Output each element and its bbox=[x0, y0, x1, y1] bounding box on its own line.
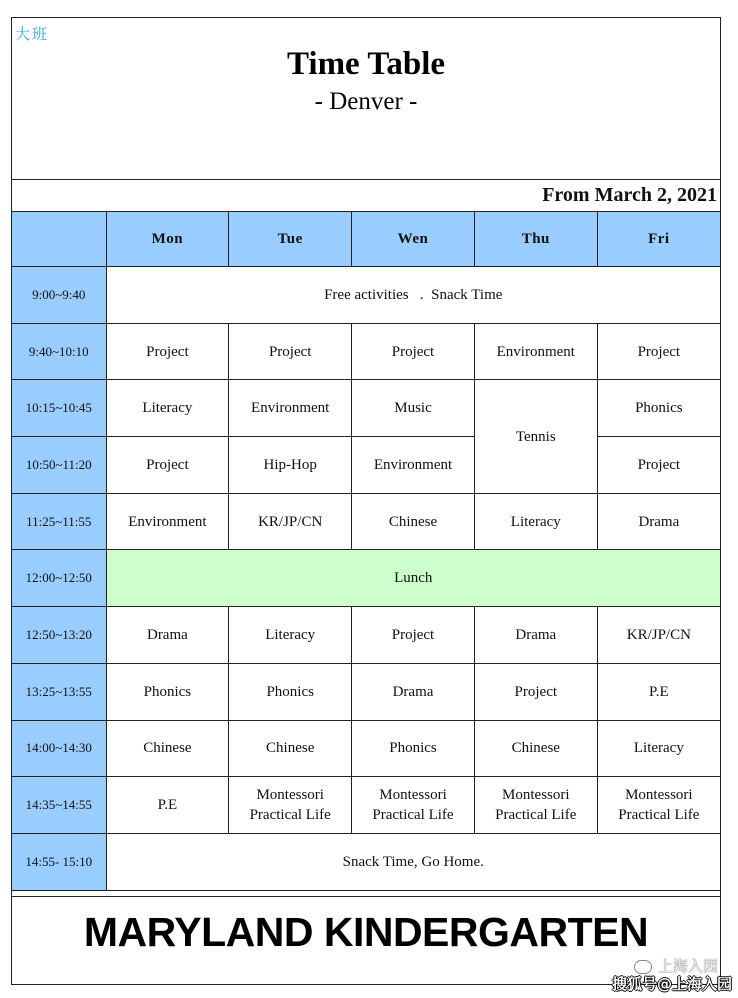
time-slot: 14:35~14:55 bbox=[12, 777, 106, 834]
activity-cell: Chinese bbox=[352, 493, 475, 550]
table-row bbox=[12, 550, 720, 607]
table-row bbox=[12, 437, 720, 494]
day-header-wen: Wen bbox=[352, 212, 475, 267]
table-row bbox=[12, 380, 720, 437]
activity-cell: Phonics bbox=[229, 663, 352, 720]
time-slot: 9:00~9:40 bbox=[12, 267, 106, 324]
activity-cell: Drama bbox=[352, 663, 475, 720]
time-slot: 9:40~10:10 bbox=[12, 323, 106, 380]
day-header-thu: Thu bbox=[474, 212, 597, 267]
table-row bbox=[12, 663, 720, 720]
activity-cell: KR/JP/CN bbox=[229, 493, 352, 550]
merged-activity-cell: Snack Time, Go Home. bbox=[106, 833, 720, 890]
activity-cell: Literacy bbox=[597, 720, 720, 777]
table-row bbox=[12, 493, 720, 550]
watermark-text: 上海入园 bbox=[657, 957, 718, 975]
activity-cell: Montessori Practical Life bbox=[229, 777, 352, 834]
date-row bbox=[12, 180, 720, 212]
activity-cell: Project bbox=[106, 437, 229, 494]
activity-cell: P.E bbox=[597, 663, 720, 720]
day-header-fri: Fri bbox=[597, 212, 720, 267]
header-section bbox=[12, 18, 720, 180]
activity-cell: Project bbox=[352, 323, 475, 380]
timetable bbox=[12, 212, 720, 891]
activity-cell: KR/JP/CN bbox=[597, 607, 720, 664]
time-slot: 10:50~11:20 bbox=[12, 437, 106, 494]
activity-cell: Project bbox=[229, 323, 352, 380]
activity-cell: Drama bbox=[474, 607, 597, 664]
activity-cell: Project bbox=[106, 323, 229, 380]
activity-cell: Literacy bbox=[106, 380, 229, 437]
activity-cell: Montessori Practical Life bbox=[597, 777, 720, 834]
time-slot: 11:25~11:55 bbox=[12, 493, 106, 550]
activity-cell: Environment bbox=[229, 380, 352, 437]
activity-cell: Phonics bbox=[106, 663, 229, 720]
activity-cell: Project bbox=[597, 437, 720, 494]
activity-cell: Environment bbox=[106, 493, 229, 550]
table-row bbox=[12, 833, 720, 890]
time-slot: 12:00~12:50 bbox=[12, 550, 106, 607]
activity-cell: Hip-Hop bbox=[229, 437, 352, 494]
activity-cell: Phonics bbox=[352, 720, 475, 777]
table-row bbox=[12, 607, 720, 664]
activity-cell: Montessori Practical Life bbox=[474, 777, 597, 834]
day-header-row bbox=[12, 212, 720, 267]
footer-section bbox=[12, 896, 732, 993]
lunch-cell: Lunch bbox=[106, 550, 720, 607]
day-header-tue: Tue bbox=[229, 212, 352, 267]
corner-cell bbox=[12, 212, 106, 267]
activity-cell: Drama bbox=[597, 493, 720, 550]
activity-cell: Montessori Practical Life bbox=[352, 777, 475, 834]
timetable-sheet bbox=[11, 17, 732, 993]
time-slot: 13:25~13:55 bbox=[12, 663, 106, 720]
day-header-mon: Mon bbox=[106, 212, 229, 267]
table-row bbox=[12, 777, 720, 834]
watermark-source: 搜狐号@上海入园 bbox=[611, 975, 732, 993]
activity-cell: Environment bbox=[352, 437, 475, 494]
table-row bbox=[12, 267, 720, 324]
activity-cell: Chinese bbox=[229, 720, 352, 777]
time-slot: 14:55- 15:10 bbox=[12, 833, 106, 890]
merged-activity-cell: Free activities . Snack Time bbox=[106, 267, 720, 324]
activity-cell: Chinese bbox=[106, 720, 229, 777]
wechat-icon bbox=[634, 960, 652, 974]
activity-cell: Drama bbox=[106, 607, 229, 664]
time-slot: 10:15~10:45 bbox=[12, 380, 106, 437]
class-tag: 大班 bbox=[15, 25, 50, 43]
time-slot: 12:50~13:20 bbox=[12, 607, 106, 664]
activity-cell: Music bbox=[352, 380, 475, 437]
start-date: From March 2, 2021 bbox=[542, 184, 717, 206]
activity-cell: Literacy bbox=[229, 607, 352, 664]
table-row bbox=[12, 323, 720, 380]
activity-cell: Project bbox=[597, 323, 720, 380]
activity-cell: Project bbox=[474, 663, 597, 720]
school-name: MARYLAND KINDERGARTEN bbox=[83, 909, 649, 955]
table-row bbox=[12, 720, 720, 777]
activity-cell: Environment bbox=[474, 323, 597, 380]
activity-cell: P.E bbox=[106, 777, 229, 834]
activity-cell: Chinese bbox=[474, 720, 597, 777]
page-subtitle: - Denver - bbox=[314, 88, 418, 115]
activity-cell: Literacy bbox=[474, 493, 597, 550]
activity-cell: Phonics bbox=[597, 380, 720, 437]
time-slot: 14:00~14:30 bbox=[12, 720, 106, 777]
page-title: Time Table bbox=[286, 46, 446, 82]
activity-cell-tennis: Tennis bbox=[474, 380, 597, 493]
activity-cell: Project bbox=[352, 607, 475, 664]
